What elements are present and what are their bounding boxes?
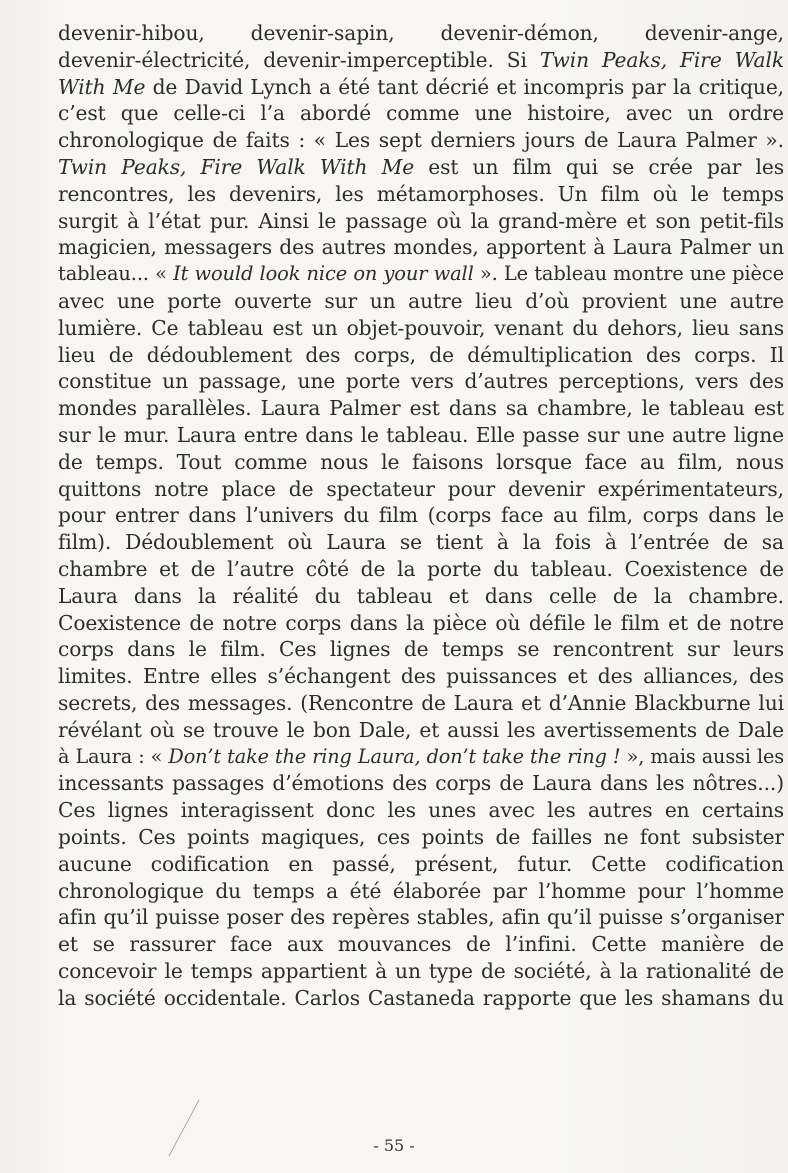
text-run: à Laura : «	[58, 744, 169, 768]
text-run: rencontres, les devenirs, les métamorphoses. Un film où le temps	[58, 181, 784, 206]
text-run: ». Le tableau montre une pièce	[473, 262, 784, 286]
text-line	[58, 797, 784, 824]
text-line	[58, 261, 784, 288]
text-run: chambre et de l’autre côté de la porte du tableau. Coexistence de	[58, 556, 784, 581]
text-line	[58, 824, 784, 851]
italic-text: Twin Peaks, Fire Walk	[539, 47, 784, 72]
text-run: pour entrer dans l’univers du film (corps face au film, corps dans le	[58, 503, 784, 528]
text-run: concevoir le temps appartient à un type de société, à la rationalité de	[58, 958, 784, 983]
text-line	[58, 744, 784, 771]
text-line	[58, 181, 784, 208]
text-run: corps dans le film. Ces lignes de temps se rencontrent sur leurs	[58, 637, 784, 662]
text-line	[58, 476, 784, 503]
text-line	[58, 288, 784, 315]
text-run: chronologique de faits : « Les sept derniers jours de Laura Palmer ».	[58, 128, 784, 153]
text-run: révélant où se trouve le bon Dale, et aussi les avertissements de Dale	[58, 717, 784, 742]
text-line	[58, 583, 784, 610]
text-run: lumière. Ce tableau est un objet-pouvoir, venant du dehors, lieu sans	[58, 315, 784, 340]
italic-text: Don’t take the ring Laura, don’t take the ring !	[168, 744, 621, 768]
text-line	[58, 770, 784, 797]
text-run: secrets, des messages. (Rencontre de Laura et d’Annie Blackburne lui	[58, 690, 784, 715]
text-run: de temps. Tout comme nous le faisons lorsque face au film, nous	[58, 449, 784, 474]
text-line	[58, 851, 784, 878]
text-run: de David Lynch a été tant décrié et incompris par la critique,	[145, 74, 784, 99]
text-line	[58, 663, 784, 690]
text-line	[58, 958, 784, 985]
text-run: lieu de dédoublement des corps, de démultiplication des corps. Il	[58, 342, 784, 367]
text-run: chronologique du temps a été élaborée par l’homme pour l’homme	[58, 878, 784, 903]
text-line	[58, 342, 784, 369]
text-line	[58, 610, 784, 637]
text-line	[58, 395, 784, 422]
text-run: points. Ces points magiques, ces points de failles ne font subsister	[58, 824, 784, 849]
text-line	[58, 20, 784, 47]
text-run: devenir-électricité, devenir-imperceptible. Si	[58, 47, 540, 72]
text-line	[58, 74, 784, 101]
italic-text: Twin Peaks, Fire Walk With Me	[58, 154, 415, 179]
text-run: la société occidentale. Carlos Castaneda rapporte que les shamans du	[58, 985, 784, 1010]
text-line	[58, 878, 784, 905]
text-line	[58, 690, 784, 717]
text-run: afin qu’il puisse poser des repères stables, afin qu’il puisse s’organiser	[58, 905, 784, 930]
text-run: », mais aussi les	[620, 744, 784, 768]
text-line	[58, 315, 784, 342]
body-text	[58, 20, 784, 1011]
text-line	[58, 154, 784, 181]
text-line	[58, 127, 784, 154]
text-line	[58, 208, 784, 235]
text-run: et se rassurer face aux mouvances de l’infini. Cette manière de	[58, 932, 784, 957]
text-run: incessants passages d’émotions des corps de Laura dans les nôtres...)	[58, 771, 784, 796]
text-line	[58, 449, 784, 476]
text-line	[58, 556, 784, 583]
text-run: film). Dédoublement où Laura se tient à la fois à l’entrée de sa	[58, 530, 784, 555]
text-run: surgit à l’état pur. Ainsi le passage où la grand-mère et son petit-fils	[58, 208, 784, 233]
text-run: magicien, messagers des autres mondes, apportent à Laura Palmer un	[58, 235, 784, 260]
text-run: Laura dans la réalité du tableau et dans celle de la chambre.	[58, 583, 784, 608]
text-run: constitue un passage, une porte vers d’autres perceptions, vers des	[58, 369, 784, 394]
text-line	[58, 368, 784, 395]
text-line	[58, 100, 784, 127]
text-run: sur le mur. Laura entre dans le tableau. Elle passe sur une autre ligne	[58, 422, 784, 447]
text-line	[58, 931, 784, 958]
text-line	[58, 985, 784, 1012]
text-run: aucune codification en passé, présent, futur. Cette codification	[58, 851, 784, 876]
text-run: c’est que celle-ci l’a abordé comme une histoire, avec un ordre	[58, 101, 784, 126]
text-run: tableau... «	[58, 262, 174, 286]
text-line	[58, 717, 784, 744]
text-line	[58, 502, 784, 529]
text-line	[58, 904, 784, 931]
text-run: Ces lignes interagissent donc les unes avec les autres en certains	[58, 798, 784, 823]
text-run: avec une porte ouverte sur un autre lieu d’où provient une autre	[58, 288, 784, 313]
page-number: - 55 -	[373, 1136, 415, 1155]
text-line	[58, 234, 784, 261]
text-run: devenir-hibou, devenir-sapin, devenir-démon, devenir-ange,	[58, 21, 784, 45]
text-run: limites. Entre elles s’échangent des puissances et des alliances, des	[58, 664, 784, 689]
text-line	[58, 636, 784, 663]
text-run: mondes parallèles. Laura Palmer est dans sa chambre, le tableau est	[58, 396, 784, 421]
text-run: Coexistence de notre corps dans la pièce où défile le film et de notre	[58, 610, 784, 635]
text-line	[58, 529, 784, 556]
italic-text: With Me	[58, 74, 146, 99]
italic-text: It would look nice on your wall	[173, 262, 474, 286]
text-line	[58, 47, 784, 74]
text-line	[58, 422, 784, 449]
text-run: quittons notre place de spectateur pour devenir expérimentateurs,	[58, 476, 784, 501]
text-run: est un film qui se crée par les	[414, 154, 784, 179]
